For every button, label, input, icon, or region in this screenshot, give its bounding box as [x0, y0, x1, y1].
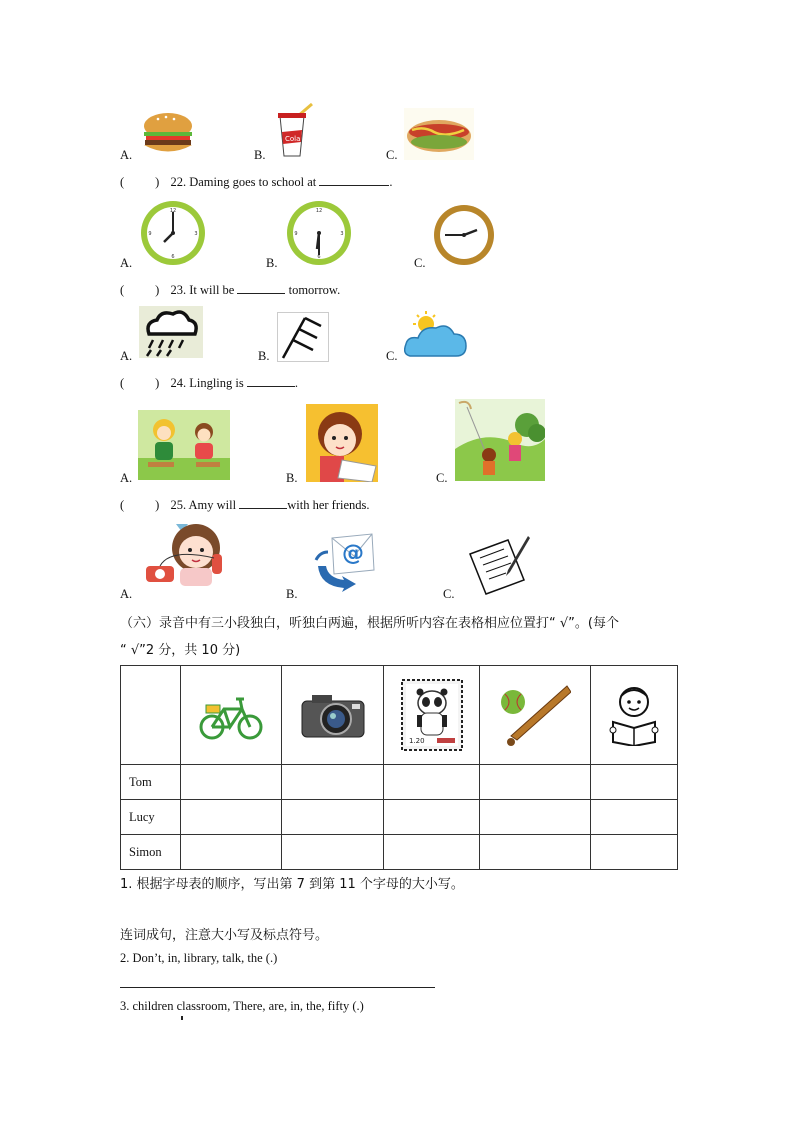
answer-line[interactable]: [120, 987, 435, 988]
clock-7-45-image: [433, 204, 495, 266]
clock-6-30-image: [286, 200, 352, 266]
answer-paren-close: ): [155, 283, 160, 297]
answer-cell[interactable]: [282, 835, 384, 870]
q23-option-c-label: C.: [386, 349, 398, 363]
q22-option-a-label: A.: [120, 256, 133, 270]
question-3: 3. children classroom, There, are, in, the, fifty (.): [120, 999, 364, 1013]
child-reading-icon: [607, 684, 661, 746]
panda-stamp-icon: [401, 679, 463, 751]
question-23-text: 23. It will be: [170, 283, 235, 297]
question-24: [120, 374, 298, 391]
answer-paren-close: ): [155, 498, 160, 512]
answer-blank[interactable]: [239, 496, 287, 509]
clock-8-oclock-image: [140, 200, 206, 266]
answer-cell[interactable]: [282, 800, 384, 835]
answer-cell[interactable]: [181, 765, 282, 800]
answer-cell[interactable]: [384, 835, 480, 870]
q25-option-c-label: C.: [443, 587, 455, 601]
section-word-order-title: 连词成句，注意大小写及标点符号。: [120, 928, 329, 943]
answer-cell[interactable]: [591, 800, 678, 835]
svg-text:12: 12: [315, 208, 323, 214]
question-23: [120, 281, 340, 298]
header-cell-bike: [181, 666, 282, 765]
svg-text:@: @: [342, 541, 364, 566]
svg-text:12: 12: [169, 208, 177, 214]
question-25-text-after: with her friends.: [287, 498, 370, 512]
question-22: [120, 173, 393, 190]
answer-blank[interactable]: [237, 281, 285, 294]
question-2: 2. Don’t, in, library, talk, the (.): [120, 951, 278, 965]
svg-text:9: 9: [148, 231, 152, 237]
question-1: 1. 根据字母表的顺序，写出第 7 到第 11 个字母的大小写。: [120, 877, 464, 892]
answer-paren-open: (: [120, 175, 125, 189]
rain-cloud-icon: [139, 306, 203, 358]
q25-option-a-label: A.: [120, 587, 133, 601]
table-row: [121, 800, 678, 835]
email-icon: [312, 530, 378, 594]
q23-option-b-label: B.: [258, 349, 270, 363]
question-23-text-after: tomorrow.: [288, 283, 341, 297]
question-25: [120, 496, 370, 513]
row-name-simon: Simon: [121, 835, 181, 870]
row-name-tom: Tom: [121, 765, 181, 800]
camera-icon: [298, 689, 368, 741]
drink-cup-label: Cola: [285, 135, 301, 143]
answer-cell[interactable]: [591, 765, 678, 800]
answer-cell[interactable]: [282, 765, 384, 800]
answer-paren-close: ): [155, 376, 160, 390]
q21-option-c-label: C.: [386, 148, 398, 162]
answer-cell[interactable]: [181, 800, 282, 835]
answer-paren-open: (: [120, 498, 125, 512]
q25-option-b-label: B.: [286, 587, 298, 601]
row-name-lucy: Lucy: [121, 800, 181, 835]
bicycle-icon: [198, 687, 264, 743]
svg-text:9: 9: [294, 231, 298, 237]
q23-option-a-label: A.: [120, 349, 133, 363]
hamburger-image: [140, 110, 196, 156]
answer-paren-close: ): [155, 175, 160, 189]
answer-paren-open: (: [120, 283, 125, 297]
q24-option-c-label: C.: [436, 471, 448, 485]
answer-cell[interactable]: [591, 835, 678, 870]
svg-text:6: 6: [171, 254, 175, 260]
header-cell-camera: [282, 666, 384, 765]
q21-option-b-label: B.: [254, 148, 266, 162]
answer-cell[interactable]: [480, 765, 591, 800]
question-22-text: 22. Daming goes to school at: [170, 175, 317, 189]
stamp-price: 1.20: [408, 737, 425, 745]
listening-table: [120, 665, 678, 870]
drink-cup-image: [274, 102, 318, 158]
question-22-end: .: [389, 175, 393, 189]
hotdog-image: [404, 108, 474, 160]
children-flying-kite-image: [455, 399, 545, 481]
svg-text:6: 6: [317, 254, 321, 260]
answer-blank[interactable]: [247, 374, 295, 387]
answer-cell[interactable]: [384, 765, 480, 800]
answer-cell[interactable]: [181, 835, 282, 870]
baseball-bat-icon: [499, 682, 571, 748]
question-25-text: 25. Amy will: [170, 498, 237, 512]
girl-writing-image: [306, 404, 378, 482]
answer-blank[interactable]: [319, 173, 389, 186]
q22-option-b-label: B.: [266, 256, 278, 270]
answer-paren-open: (: [120, 376, 125, 390]
header-cell-baseball: [480, 666, 591, 765]
answer-cell[interactable]: [480, 835, 591, 870]
table-row: [121, 765, 678, 800]
table-row: [121, 835, 678, 870]
question-24-text: 24. Lingling is: [170, 376, 244, 390]
header-cell-stamp: [384, 666, 480, 765]
table-header-row: [121, 666, 678, 765]
comma-mark: [181, 1016, 183, 1020]
q22-option-c-label: C.: [414, 256, 426, 270]
wind-icon: [277, 312, 329, 362]
answer-cell[interactable]: [384, 800, 480, 835]
answer-cell[interactable]: [480, 800, 591, 835]
children-playing-games-image: [138, 410, 230, 480]
q21-option-a-label: A.: [120, 148, 133, 162]
q24-option-b-label: B.: [286, 471, 298, 485]
writing-letter-icon: [466, 536, 532, 598]
svg-text:3: 3: [340, 231, 344, 237]
section-6-instruction-line2: “ √”2 分，共 10 分): [120, 643, 241, 658]
q24-option-a-label: A.: [120, 471, 133, 485]
header-cell-reading: [591, 666, 678, 765]
girl-on-phone-image: [140, 518, 232, 590]
corner-cell: [121, 666, 181, 765]
section-6-instruction-line1: （六）录音中有三小段独白，听独白两遍，根据所听内容在表格相应位置打“ √”。(每个: [120, 616, 619, 631]
question-24-end: .: [294, 376, 298, 390]
svg-text:3: 3: [194, 231, 198, 237]
partly-cloudy-icon: [404, 310, 468, 360]
